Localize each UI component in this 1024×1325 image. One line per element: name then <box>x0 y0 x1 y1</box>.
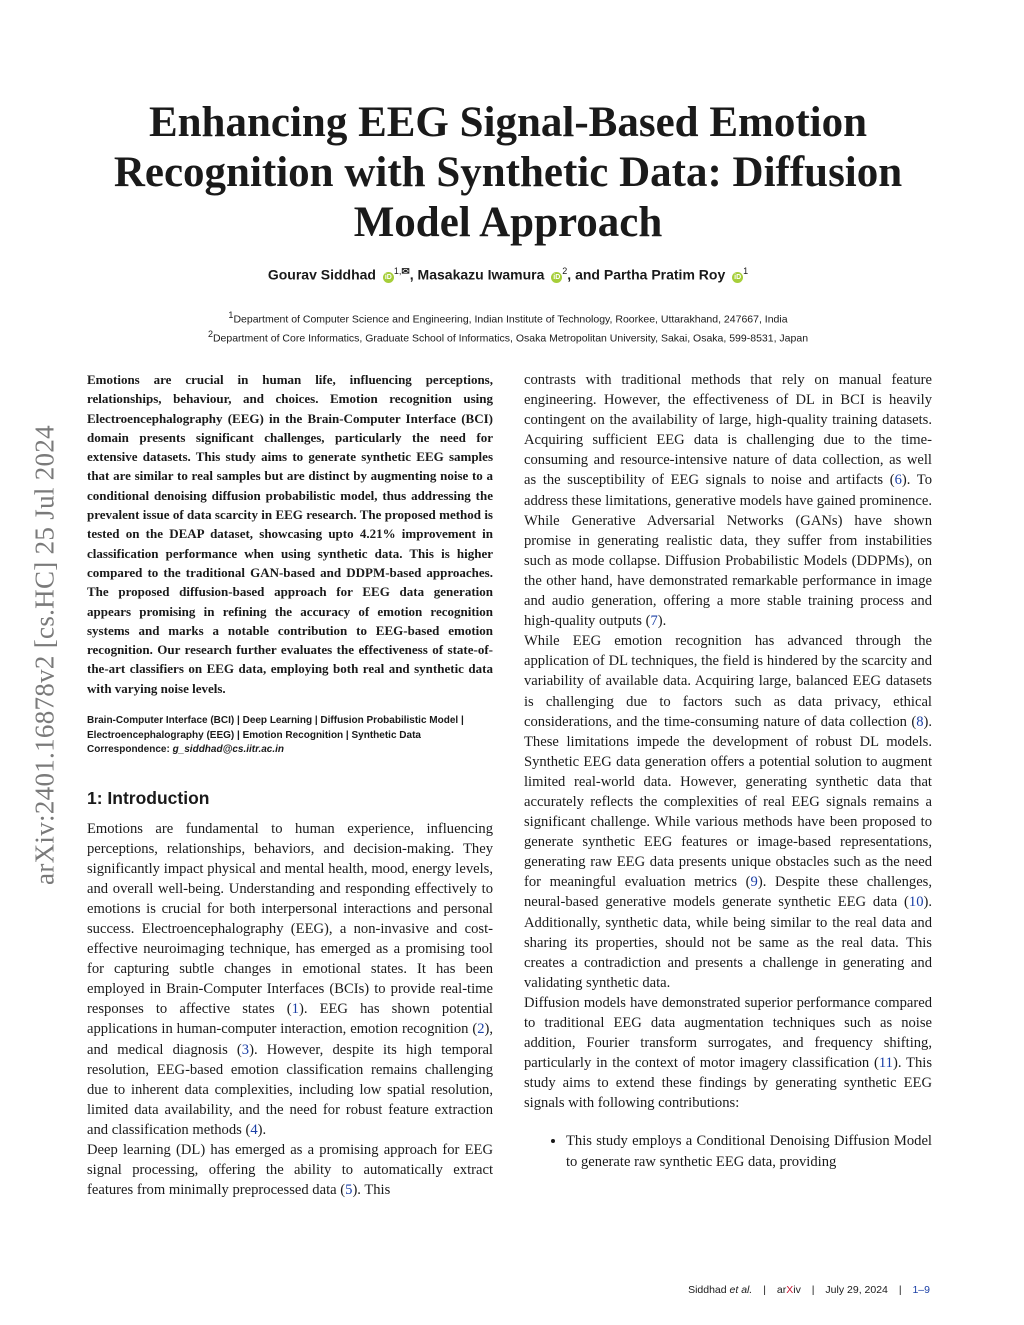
p2-continuation: contrasts with traditional methods that rely on manual feature engineering. However, the effectiveness of DL in BCI is heavily contingent on the availability of large, high-quality training datasets. Acquiring sufficient EEG data is challenging due to the time-consuming and resource-intensive nature of data collection, as well as the susceptibility of EEG signals to noise and artifacts ( <box>524 372 932 489</box>
author-list <box>100 266 916 283</box>
author-name: Partha Pratim Roy <box>603 266 726 283</box>
intro-paragraph: Diffusion models have demonstrated superior performance compared to traditional EEG data augmentation techniques such as noise addition, Fourier transform surrogates, and frequency shifting, particularly in the context of motor imagery classification (11). This study aims to extend these findings by generating synthetic EEG signals with following contributions: <box>524 994 932 1112</box>
orcid-icon[interactable]: iD <box>553 273 561 281</box>
citation-link[interactable]: 2 <box>477 1021 485 1038</box>
intro-paragraph-part: Deep learning (DL) has emerged as a promising approach for EEG signal processing, offering the ability to automatically extract features from minimally preprocessed data (5). This <box>87 1142 493 1199</box>
left-column <box>87 370 493 1200</box>
author-connector: , <box>409 266 418 283</box>
correspondence-email[interactable]: g_siddhad@cs.iitr.ac.in <box>172 744 285 756</box>
footer-author: Siddhad <box>688 1284 727 1296</box>
correspondence <box>87 743 493 758</box>
author-name: Masakazu Iwamura <box>417 266 545 283</box>
p2-tail-hidden: ). This <box>352 1182 391 1199</box>
mail-icon[interactable]: ✉ <box>401 266 410 278</box>
affiliation-line <box>100 327 916 346</box>
right-column <box>524 370 932 1172</box>
section-heading: 1: Introduction <box>87 787 210 808</box>
affil-num: 1 <box>228 310 234 320</box>
citation-link[interactable]: 1 <box>291 1001 299 1018</box>
arxiv-sidebar <box>30 360 60 950</box>
list-item: • This study employs a Conditional Denoising Diffusion Model to generate raw synthetic EEG data, providing <box>566 1131 932 1171</box>
author-affil-sup: 1, <box>393 266 402 276</box>
correspondence-label: Correspondence: <box>87 744 170 756</box>
footer-journal: arXiv <box>776 1284 801 1296</box>
affiliation-line <box>100 308 916 327</box>
divider: | <box>763 1284 766 1296</box>
intro-paragraph-continued: contrasts with traditional methods that rely on manual feature engineering. However, the effectiveness of DL in BCI is heavily contingent on the availability of large, high-quality training datasets. Acquiring sufficient EEG data is challenging due to the time-consuming and resource-intensive nature of data collection, as well as the susceptibility of EEG signals to noise and artifacts (6). To address these limitations, generative models have gained prominence. While Generative Adversarial Networks (GANs) have shown promise in generating realistic data, they suffer from instabilities such as mode collapse. Diffusion Probabilistic Models (DDPMs), on the other hand, have demonstrated remarkable performance in image and audio generation, offering a more stable training process and high-quality outputs (7). <box>524 372 932 630</box>
contribution-list <box>524 1131 932 1171</box>
citation-link[interactable]: 9 <box>750 874 758 891</box>
abstract: Emotions are crucial in human life, influencing perceptions, relationships, behaviour, and choices. Emotion recognition using Electroencephalography (EEG) in the Brain-Computer Interface (BCI) domain presents significant challenges, particularly the need for extensive datasets. This study aims to generate synthetic EEG samples that are similar to real samples but are distinct by augmenting noise to a conditional denoising diffusion probabilistic model, thus addressing the prevalent issue of data scarcity in EEG research. The proposed method is tested on the DEAP dataset, showcasing upto 4.21% improvement in classification performance when using synthetic data. This is higher compared to the traditional GAN-based and DDPM-based approaches. The proposed diffusion-based approach for EEG data generation appears promising in refining the accuracy of emotion recognition systems and marks a notable contribution to EEG-based emotion recognition. Our research further evaluates the effectiveness of state-of-the-art classifiers on EEG data, employing both real and synthetic data with varying noise levels. <box>87 372 493 696</box>
affiliations <box>100 308 916 345</box>
footer-pages[interactable]: 1–9 <box>912 1284 930 1296</box>
footer-etal: et al. <box>729 1284 753 1296</box>
orcid-icon[interactable]: iD <box>734 273 742 281</box>
citation-link[interactable]: 10 <box>908 894 924 911</box>
affil-num: 2 <box>207 328 213 339</box>
citation-link[interactable]: 5 <box>345 1182 353 1199</box>
keywords: Brain-Computer Interface (BCI) | Deep Learning | Diffusion Probabilistic Model | Electroencephalography (EEG) | Emotion Recognition | Synthetic Data <box>87 715 464 741</box>
citation-link[interactable]: 4 <box>250 1121 258 1138</box>
author-affil-sup: 2 <box>562 266 568 276</box>
paper-title: Enhancing EEG Signal-Based Emotion Recognition with Synthetic Data: Diffusion Model Approach <box>113 99 903 246</box>
affil-text: Department of Computer Science and Engineering, Indian Institute of Technology, Roorkee, Uttarakhand, 247667, India <box>233 313 788 326</box>
author-connector: , and <box>567 266 604 283</box>
divider: | <box>898 1284 902 1296</box>
affil-text: Department of Core Informatics, Graduate School of Informatics, Osaka Metropolitan University, Sakai, Osaka, 599-8531, Japan <box>212 332 809 344</box>
author-affil-sup: 1 <box>743 266 749 276</box>
intro-paragraph: While EEG emotion recognition has advanced through the application of DL techniques, the field is hindered by the scarcity and variability of available data. Acquiring large, balanced EEG datasets is challenging due to factors such as data privacy, ethical considerations, and the time-consuming nature of data collection (8). These limitations impede the development of robust DL models. Synthetic EEG data generation offers a potential solution to augment limited real-world data. However, generating synthetic data that accurately reflects the complexities of real EEG signals remains a significant challenge. While various methods have been proposed to generate synthetic EEG features or image-based representations, generating raw EEG data presents unique obstacles such as the need for meaningful evaluation metrics (9). Despite these challenges, neural-based generative models generate synthetic EEG data (10). Additionally, synthetic data, while being similar to the real data and sharing its properties, should not be same as the real data. This creates a contradiction and presents a challenge in generating and validating synthetic data. <box>524 633 932 991</box>
page-footer <box>688 1284 930 1296</box>
author-name: Gourav Siddhad <box>267 266 376 283</box>
citation-link[interactable]: 6 <box>894 472 902 489</box>
footer-date: July 29, 2024 <box>825 1284 888 1296</box>
arxiv-identifier: arXiv:2401.16878v2 [cs.HC] 25 Jul 2024 <box>29 425 60 885</box>
citation-link[interactable]: 7 <box>650 613 658 630</box>
citation-link[interactable]: 3 <box>241 1041 250 1058</box>
divider: | <box>811 1284 815 1296</box>
citation-link[interactable]: 8 <box>916 713 924 730</box>
intro-paragraph: Emotions are fundamental to human experience, influencing perceptions, relationships, behaviors, and decision-making. They significantly impact physical and mental health, mood, energy levels, and overall well-being. Understanding and responding effectively to emotions is crucial for both interpersonal interactions and personal success. Electroencephalography (EEG), a non-invasive and cost-effective neuroimaging technique, has emerged as a promising tool for capturing subtle changes in emotional states. It has been employed in Brain-Computer Interfaces (BCIs) to provide real-time responses to affective states (1). EEG has shown potential applications in human-computer interaction, emotion recognition (2), and medical diagnosis (3). However, despite its high temporal resolution, EEG-based emotion classification remains challenging due to inherent data complexities, including low spatial resolution, limited data availability, and the need for robust feature extraction and classification methods (4). <box>87 820 493 1138</box>
orcid-icon[interactable]: iD <box>384 273 392 281</box>
citation-link[interactable]: 11 <box>878 1055 893 1072</box>
